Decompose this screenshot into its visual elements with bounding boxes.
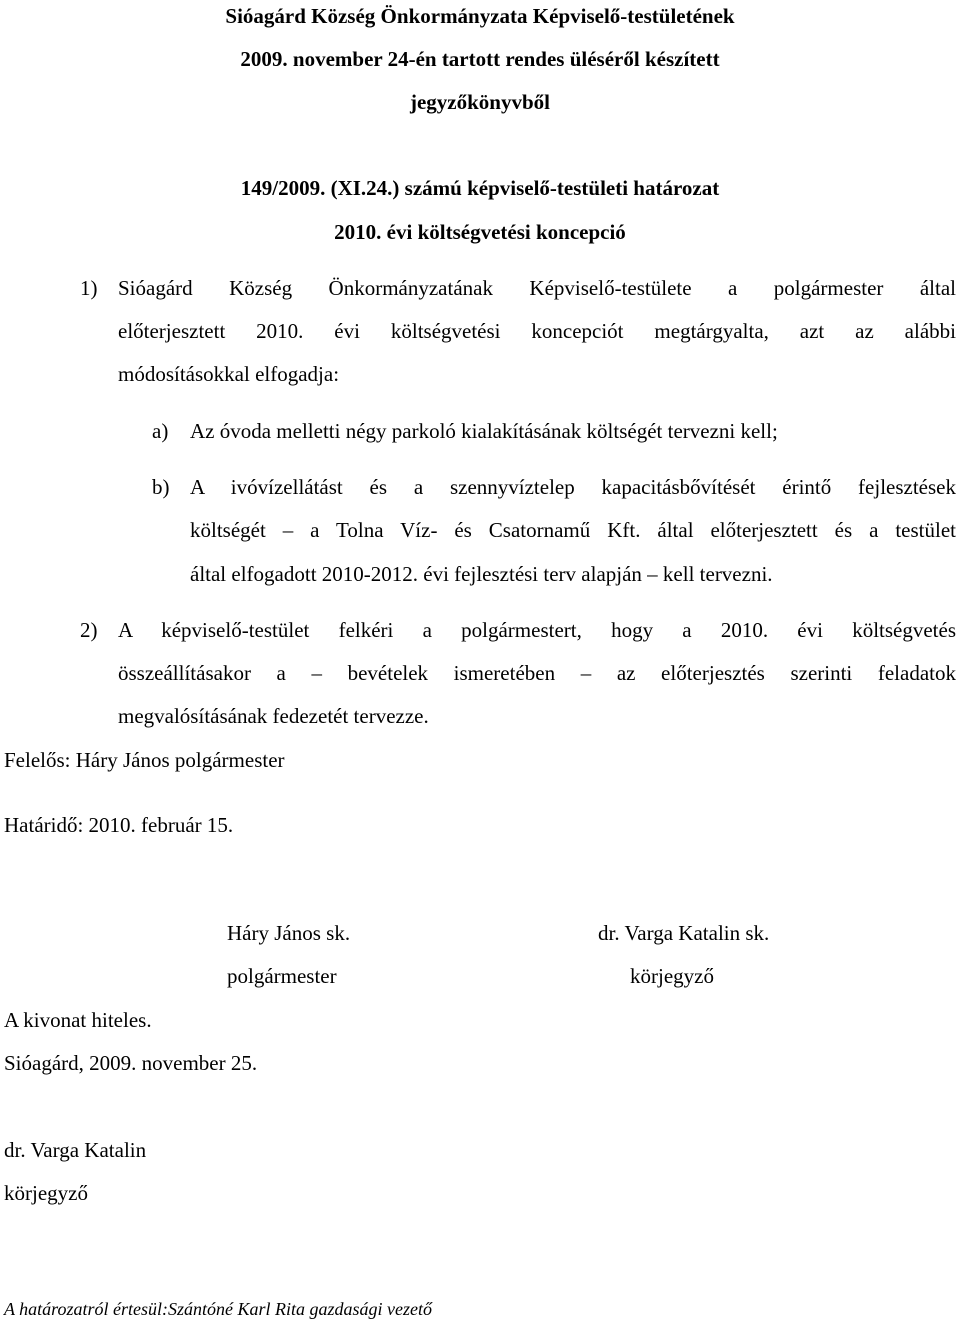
notary-signature-title: körjegyző: [630, 964, 714, 988]
header-line-3: jegyzőkönyvből: [409, 90, 550, 114]
item-1b-marker: b): [152, 475, 170, 499]
certifier-name: dr. Varga Katalin: [4, 1138, 147, 1162]
resolution-subject: 2010. évi költségvetési koncepció: [334, 220, 626, 244]
item-1a-text: Az óvoda melletti négy parkoló kialakításának költségét tervezni kell;: [190, 419, 778, 443]
item-1b-line-2: költségét – a Tolna Víz- és Csatornamű Kft. által előterjesztett és a testület: [190, 518, 956, 542]
resolution-number: 149/2009. (XI.24.) számú képviselő-testületi határozat: [240, 176, 720, 200]
certification-line: A kivonat hiteles.: [4, 1008, 152, 1032]
notification-footer: A határozatról értesül:Szántóné Karl Rita gazdasági vezető: [4, 1299, 432, 1319]
responsible-person: Felelős: Háry János polgármester: [4, 748, 285, 772]
item-2-marker: 2): [80, 618, 98, 642]
header-line-1: Sióagárd Község Önkormányzata Képviselő-testületének: [225, 4, 735, 28]
item-2-line-3: megvalósításának fedezetét tervezze.: [118, 704, 429, 728]
item-1-line-3: módosításokkal elfogadja:: [118, 362, 340, 386]
notary-signature-name: dr. Varga Katalin sk.: [598, 921, 770, 945]
item-1-line-2: előterjesztett 2010. évi költségvetési koncepciót megtárgyalta, azt az alábbi: [118, 319, 956, 343]
item-1b-line-3: által elfogadott 2010-2012. évi fejlesztési terv alapján – kell tervezni.: [190, 562, 773, 586]
deadline: Határidő: 2010. február 15.: [4, 813, 234, 837]
item-1-marker: 1): [80, 276, 98, 300]
item-1a-marker: a): [152, 419, 169, 443]
header-line-2: 2009. november 24-én tartott rendes üléséről készített: [240, 47, 720, 71]
item-1b-line-1: A ivóvízellátást és a szennyvíztelep kapacitásbővítését érintő fejlesztések: [190, 475, 956, 499]
certification-place-date: Sióagárd, 2009. november 25.: [4, 1051, 258, 1075]
item-1-line-1: Sióagárd Község Önkormányzatának Képviselő-testülete a polgármester által: [118, 276, 956, 300]
mayor-signature-name: Háry János sk.: [227, 921, 351, 945]
item-2-line-1: A képviselő-testület felkéri a polgármestert, hogy a 2010. évi költségvetés: [118, 618, 956, 642]
mayor-signature-title: polgármester: [227, 964, 337, 988]
item-2-line-2: összeállításakor a – bevételek ismeretében – az előterjesztés szerinti feladatok: [118, 661, 956, 685]
certifier-title: körjegyző: [4, 1181, 88, 1205]
